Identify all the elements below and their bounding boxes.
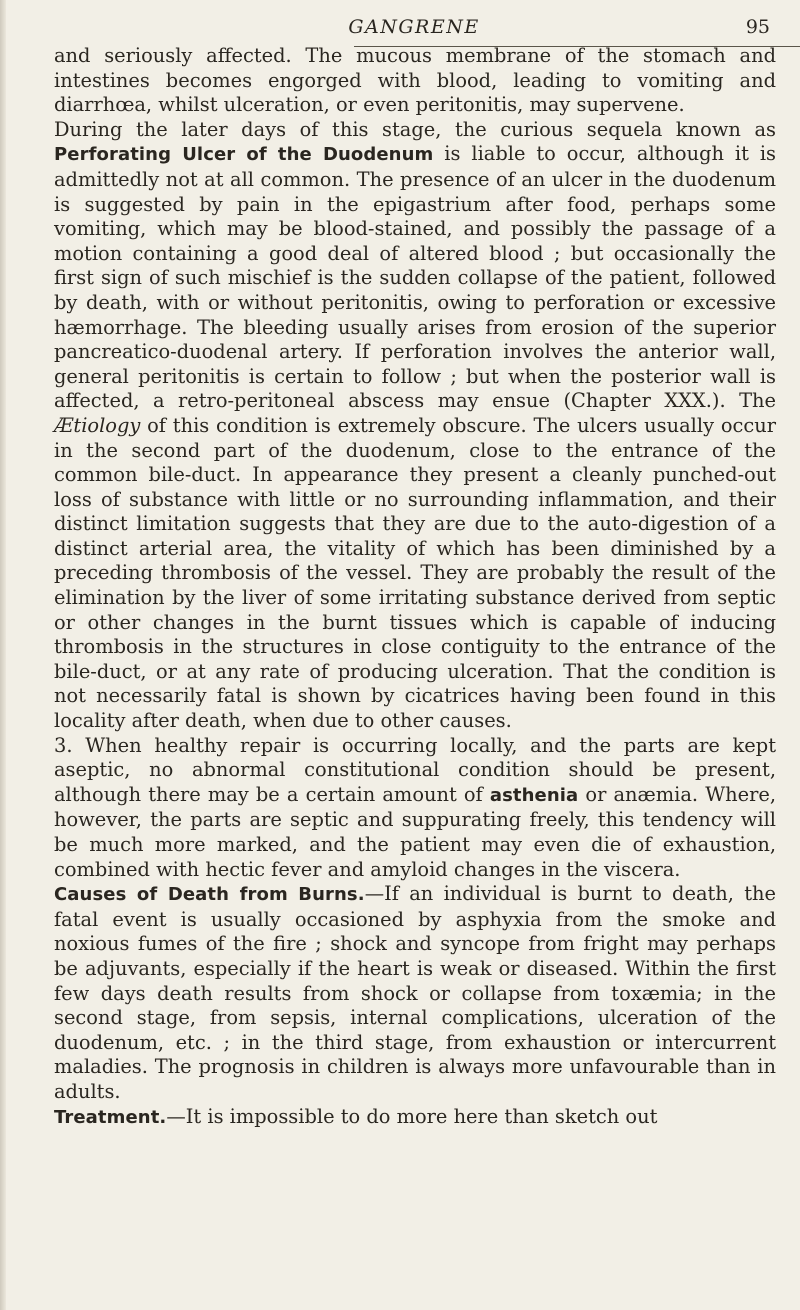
paragraph-continuation [54,44,776,118]
paragraph-text: is liable to occur, although it is admittedly not at all common. The presence of an ulcer in the duodenum is suggested by pain in the epigastrium after food, perhaps some vomiting, which may be blood-stained, and possibly the passage of a motion containing a good deal of altered blood ; but occasionally the first sign of such mischief is the sudden collapse of the patient, followed by death, with or without peritonitis, owing to perforation or excessive hæmorrhage. The bleeding usually arises from erosion of the superior pancreatico-duodenal artery. If perforation involves the anterior wall, general peritonitis is certain to follow ; but when the posterior wall is affected, a retro-peritoneal abscess may ensue (Chapter XXX.). The [54,142,776,413]
heading-treatment: Treatment. [54,1106,167,1128]
page-header [54,14,774,40]
page-number: 95 [745,16,770,38]
paragraph-treatment [54,1105,776,1131]
paragraph-perforating-ulcer [54,118,776,734]
paragraph-text: of this condition is extremely obscure. The ulcers usually occur in the second part of the duodenum, close to the entrance of the common bile-duct. In appearance they present a cleanly punched-out loss of substance with little or no surrounding inflammation, and their distinct limitation suggests that they are due to the auto-digestion of a distinct arterial area, the vitality of which has been diminished by a preceding thrombosis of the vessel. They are probably the result of the elimination by the liver of some irritating substance derived from septic or other changes in the burnt tissues which is capable of inducing thrombosis in the structures in close contiguity to the entrance of the bile-duct, or at any rate of producing ulceration. That the condition is not necessarily fatal is shown by cicatrices having been found in this locality after death, when due to other causes. [54,413,776,733]
heading-causes-of-death: Causes of Death from Burns. [54,884,365,906]
term-asthenia: asthenia [489,784,579,806]
running-title: GANGRENE [348,16,480,38]
paragraph-healthy-repair [54,734,776,883]
term-aetiology: Ætiology [54,413,141,437]
paragraph-text: During the later days of this stage, the curious sequela known as [54,117,776,141]
paragraph-text: and seriously affected. The mucous membrane of the stomach and intestines becomes engorged with blood, leading to vomiting and diarrhœa, whilst ulceration, or even peritonitis, may supervene. [54,44,776,117]
paragraph-causes-of-death [54,882,776,1104]
paragraph-text: or anæmia. Where, however, the parts are septic and suppurating freely, this tendency will be much more marked, and the patient may even die of exhaustion, combined with hectic fever and amyloid changes in the viscera. [54,782,777,881]
page-binding-edge [0,0,6,1310]
paragraph-text: —It is impossible to do more here than sketch out [166,1104,658,1128]
paragraph-text: —If an individual is burnt to death, the fatal event is usually occasioned by asphyxia from the smoke and noxious fumes of the fire ; shock and syncope from fright may perhaps be adjuvants, especially if the heart is weak or diseased. Within the first few days death results from shock or collapse from toxæmia; in the second stage, from sepsis, internal complications, ulceration of the duodenum, etc. ; in the third stage, from exhaustion or intercurrent maladies. The prognosis in children is always more unfavourable than in adults. [54,882,777,1103]
paragraph-text: 3. When healthy repair is occurring locally, and the parts are kept aseptic, no abnormal constitutional condition should be present, although there may be a certain amount of [54,733,776,806]
term-perforating-ulcer: Perforating Ulcer of the Duodenum [54,144,434,166]
body-text [54,44,776,1130]
